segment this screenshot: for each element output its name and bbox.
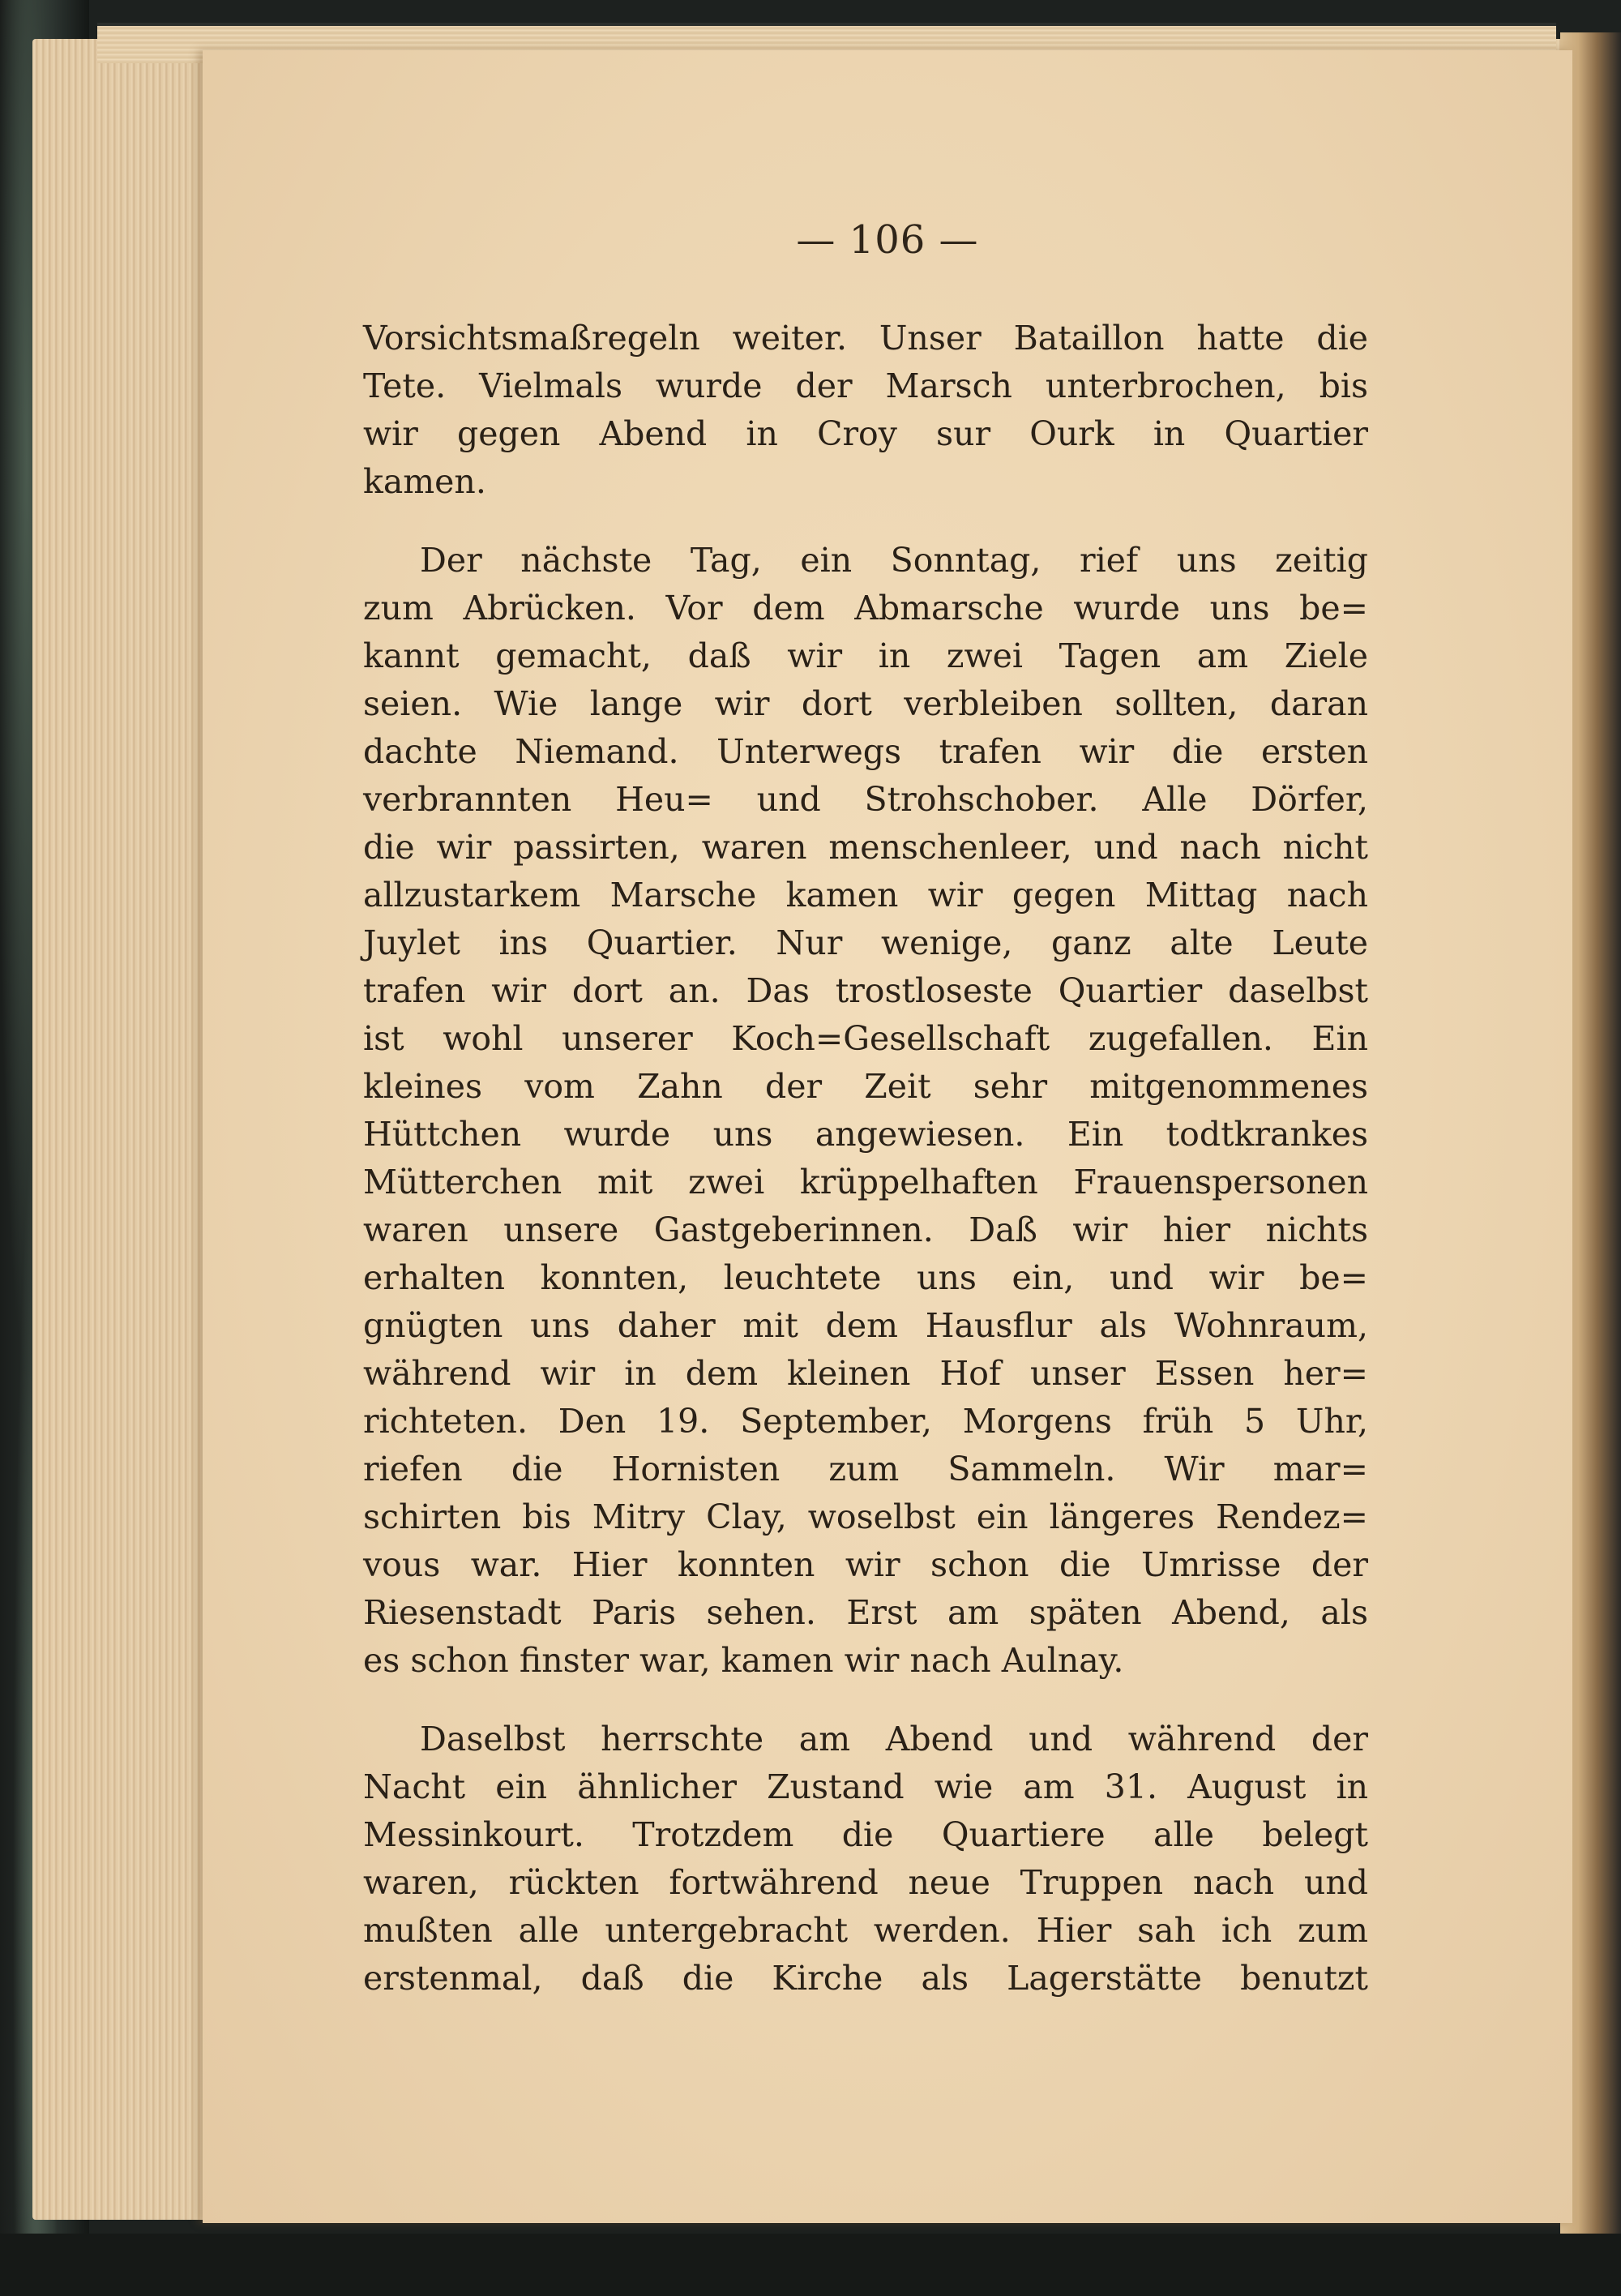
- paragraph: [363, 1716, 1368, 2003]
- text-line: Mütterchen mit zwei krüppelhaften Frauenspersonen: [363, 1163, 1368, 1202]
- text-line: Messinkourt. Trotzdem die Quartiere alle belegt: [363, 1815, 1368, 1854]
- text-line: Riesenstadt Paris sehen. Erst am späten Abend, als: [363, 1593, 1368, 1632]
- text-line: waren, rückten fortwährend neue Truppen nach und: [363, 1863, 1368, 1902]
- background-bottom: [0, 2234, 1621, 2296]
- text-line: die wir passirten, waren menschenleer, und nach nicht: [363, 828, 1368, 867]
- text-line: Vorsichtsmaßregeln weiter. Unser Bataillon hatte die: [363, 319, 1368, 358]
- text-line: während wir in dem kleinen Hof unser Essen her=: [363, 1354, 1368, 1393]
- text-line: Der nächste Tag, ein Sonntag, rief uns zeitig: [420, 541, 1368, 580]
- text-line: richteten. Den 19. September, Morgens früh 5 Uhr,: [363, 1402, 1368, 1441]
- text-line: ist wohl unserer Koch=Gesellschaft zugefallen. Ein: [363, 1019, 1368, 1058]
- text-line: waren unsere Gastgeberinnen. Daß wir hier nichts: [363, 1210, 1368, 1249]
- text-line: vous war. Hier konnten wir schon die Umrisse der: [363, 1545, 1368, 1584]
- text-line: Juylet ins Quartier. Nur wenige, ganz alte Leute: [363, 923, 1368, 962]
- text-line: allzustarkem Marsche kamen wir gegen Mittag nach: [363, 876, 1368, 915]
- text-line: wir gegen Abend in Croy sur Ourk in Quartier: [363, 414, 1368, 453]
- text-line: schirten bis Mitry Clay, woselbst ein längeres Rendez=: [363, 1497, 1368, 1536]
- text-line: kleines vom Zahn der Zeit sehr mitgenommenes: [363, 1067, 1368, 1106]
- text-line: dachte Niemand. Unterwegs trafen wir die ersten: [363, 732, 1368, 771]
- text-line: trafen wir dort an. Das trostloseste Quartier daselbst: [363, 971, 1368, 1010]
- text-line: verbrannten Heu= und Strohschober. Alle Dörfer,: [363, 780, 1368, 819]
- text-line: riefen die Hornisten zum Sammeln. Wir mar=: [363, 1450, 1368, 1489]
- text-line: seien. Wie lange wir dort verbleiben sollten, daran: [363, 684, 1368, 723]
- text-line: kamen.: [363, 462, 486, 501]
- paragraph: [363, 537, 1368, 1685]
- text-line: gnügten uns daher mit dem Hausflur als Wohnraum,: [363, 1306, 1368, 1345]
- text-line: Daselbst herrschte am Abend und während der: [420, 1720, 1368, 1758]
- text-line: Nacht ein ähnlicher Zustand wie am 31. August in: [363, 1767, 1368, 1806]
- text-line: kannt gemacht, daß wir in zwei Tagen am Ziele: [363, 636, 1368, 675]
- body-text: [363, 315, 1368, 2003]
- text-line: Hüttchen wurde uns angewiesen. Ein todtkrankes: [363, 1115, 1368, 1154]
- text-line: erhalten konnten, leuchtete uns ein, und wir be=: [363, 1258, 1368, 1297]
- text-line: zum Abrücken. Vor dem Abmarsche wurde uns be=: [363, 589, 1368, 628]
- text-line: mußten alle untergebracht werden. Hier sah ich zum: [363, 1911, 1368, 1950]
- text-line: erstenmal, daß die Kirche als Lagerstätte benutzt: [363, 1959, 1368, 1998]
- page-number: — 106 —: [796, 217, 979, 263]
- text-line: es schon finster war, kamen wir nach Aulnay.: [363, 1641, 1124, 1680]
- paragraph: [363, 315, 1368, 506]
- text-line: Tete. Vielmals wurde der Marsch unterbrochen, bis: [363, 366, 1368, 405]
